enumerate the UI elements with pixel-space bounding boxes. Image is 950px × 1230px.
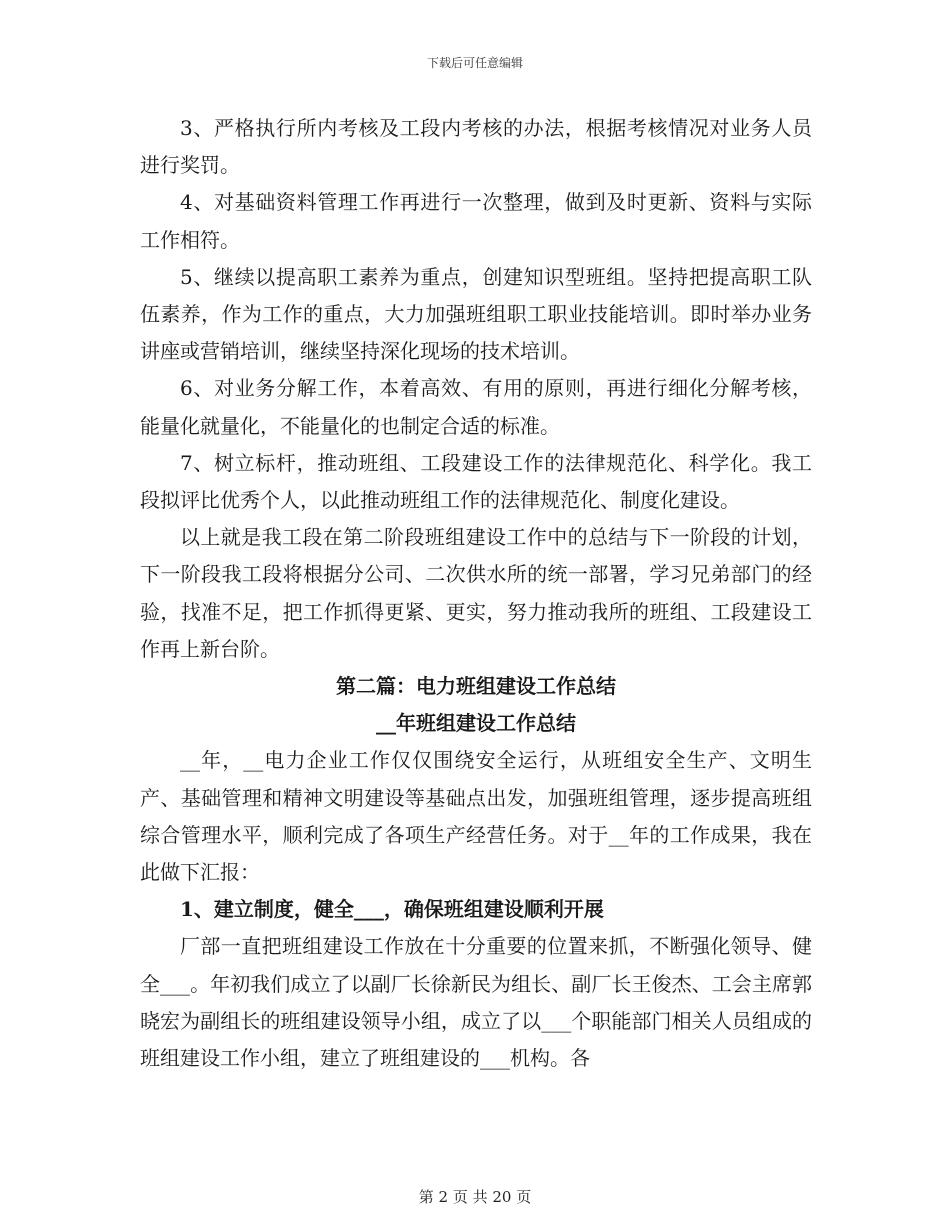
page-footer: 第 2 页 共 20 页 — [418, 1188, 532, 1206]
intro-paragraph: __年，__电力企业工作仅仅围绕安全运行，从班组安全生产、文明生产、基础管理和精神文明建设等基础点出发，加强班组管理，逐步提高班组综合管理水平，顺利完成了各项生产经营任务。对于__年的工作成果，我在此做下汇报： — [140, 748, 812, 885]
document-title: __年班组建设工作总结 — [376, 711, 576, 736]
paragraph-item-4: 4、对基础资料管理工作再进行一次整理，做到及时更新、资料与实际工作相符。 — [140, 190, 812, 252]
paragraph-item-7: 7、树立标杆，推动班组、工段建设工作的法律规范化、科学化。我工段拟评比优秀个人，以此推动班组工作的法律规范化、制度化建设。 — [140, 450, 812, 513]
subheading-1: 1、建立制度，健全___，确保班组建设顺利开展 — [180, 897, 604, 922]
paragraph-last: 厂部一直把班组建设工作放在十分重要的位置来抓，不断强化领导、健全___。年初我们成立了以副厂长徐新民为组长、副厂长王俊杰、工会主席郭晓宏为副组长的班组建设领导小组，成立了以___个职能部门相关人员组成的班组建设工作小组，建立了班组建设的___机构。各 — [140, 934, 812, 1071]
paragraph-item-5: 5、继续以提高职工素养为重点，创建知识型班组。坚持把提高职工队伍素养，作为工作的重点，大力加强班组职工职业技能培训。即时举办业务讲座或营销培训，继续坚持深化现场的技术培训。 — [140, 264, 812, 364]
document-body — [140, 110, 812, 1077]
paragraph-summary: 以上就是我工段在第二阶段班组建设工作中的总结与下一阶段的计划，下一阶段我工段将根据分公司、二次供水所的统一部署，学习兄弟部门的经验，找准不足，把工作抓得更紧、更实，努力推动我所的班组、工段建设工作再上新台阶。 — [140, 525, 812, 661]
section-title: 第二篇：电力班组建设工作总结 — [336, 674, 616, 699]
paragraph-item-6: 6、对业务分解工作，本着高效、有用的原则，再进行细化分解考核，能量化就量化，不能量化的也制定合适的标准。 — [140, 376, 812, 438]
paragraph-item-3: 3、严格执行所内考核及工段内考核的办法，根据考核情况对业务人员进行奖罚。 — [140, 116, 812, 178]
page-header: 下载后可任意编辑 — [426, 56, 523, 70]
